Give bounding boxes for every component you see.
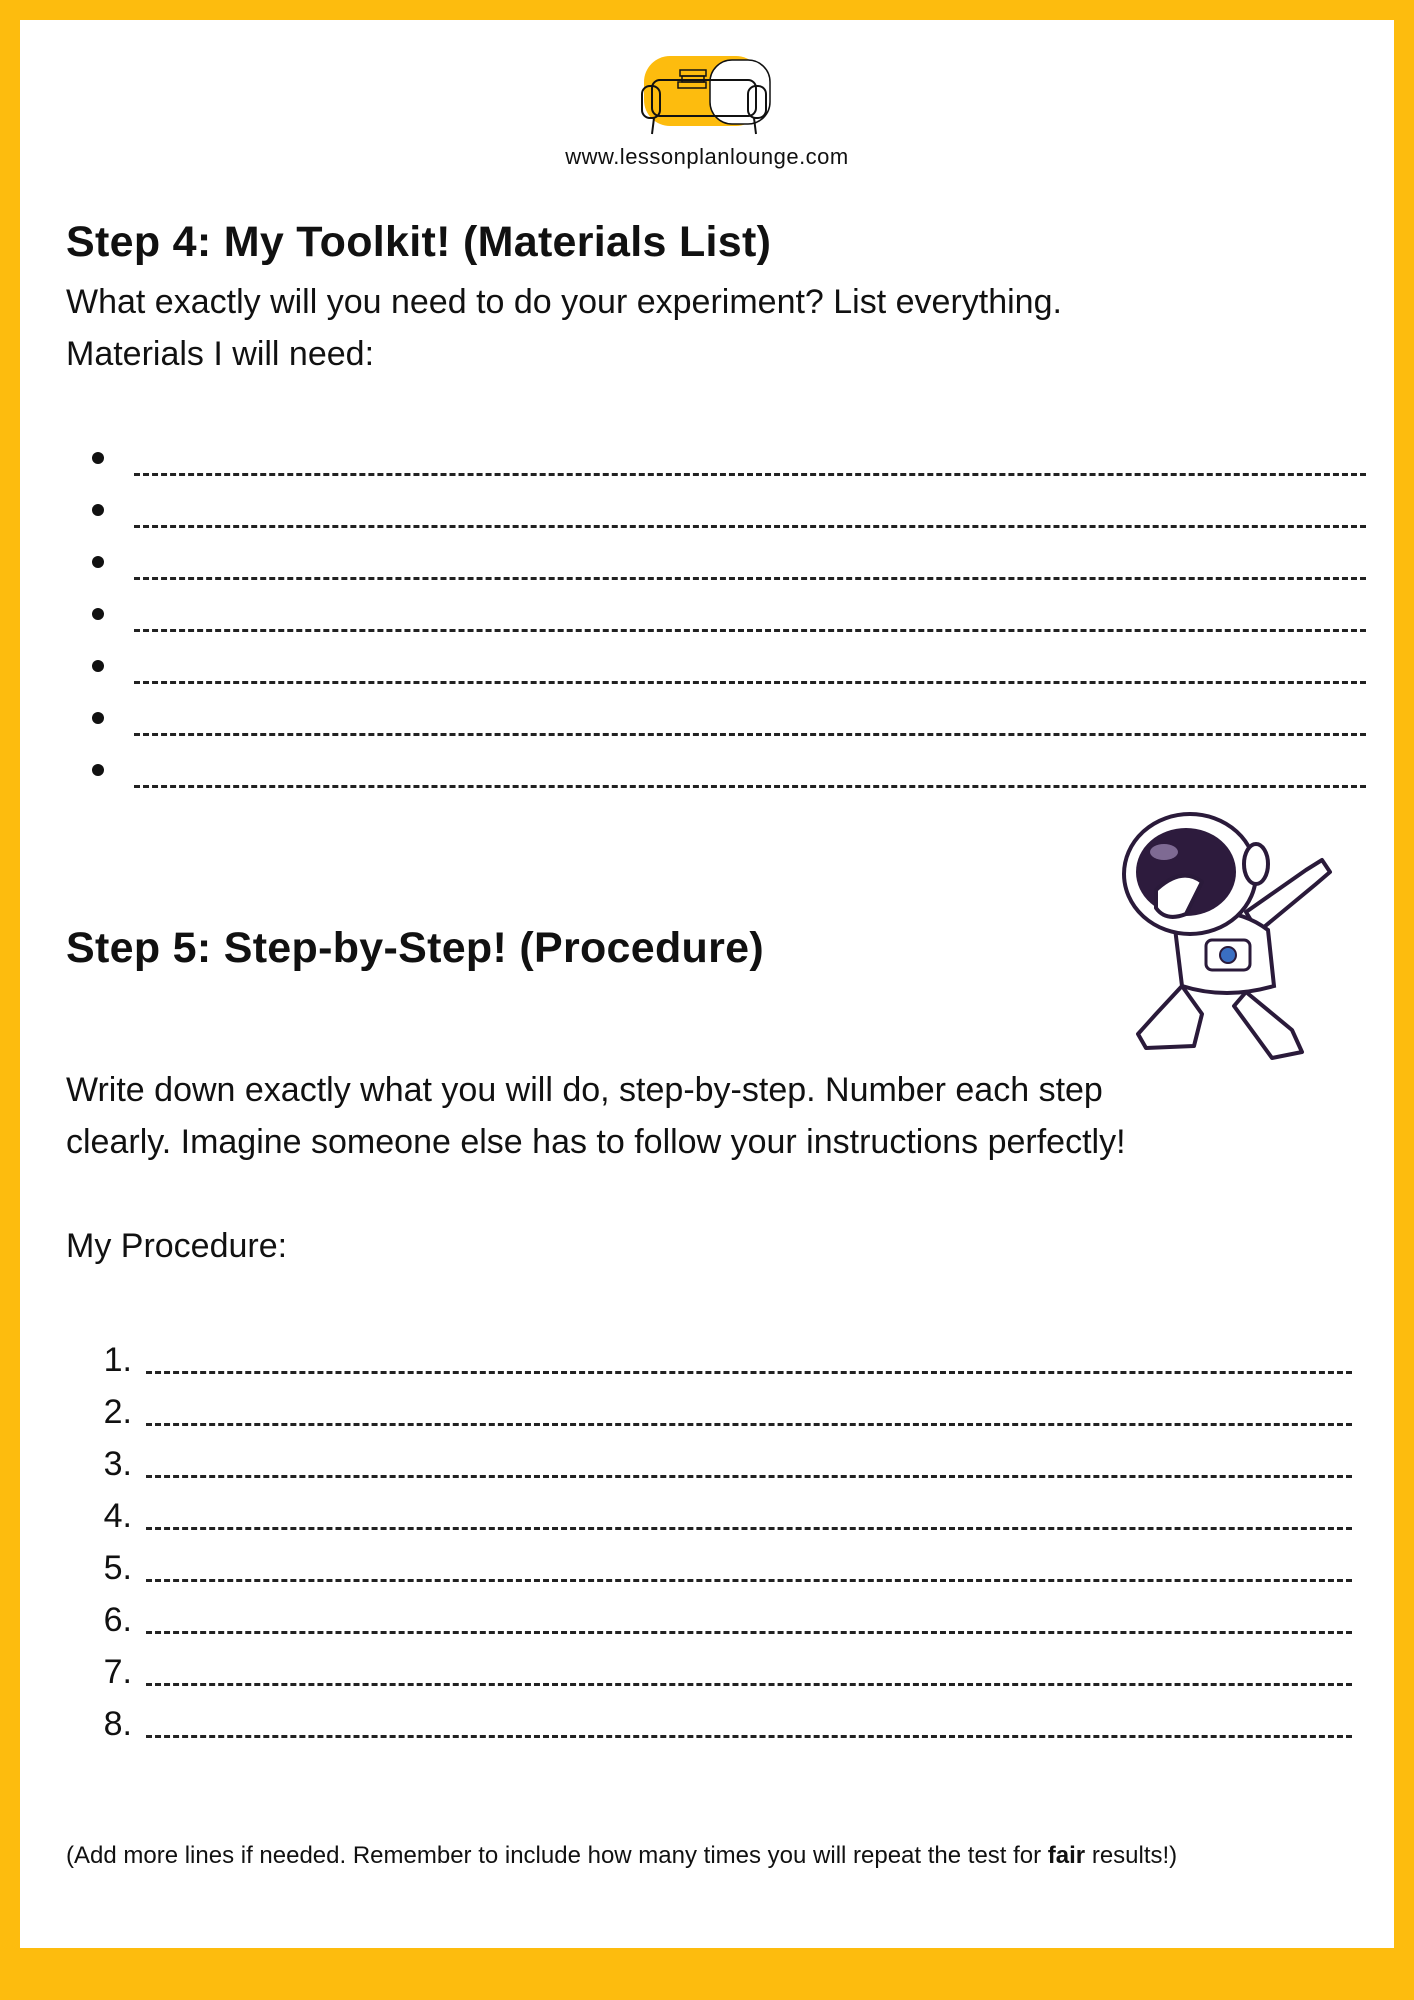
bullet-icon [92,712,104,724]
step-number: 7. [103,1653,132,1691]
dabbing-astronaut-illustration [1116,800,1346,1070]
step-number: 3. [103,1445,132,1483]
write-in-line[interactable] [146,1571,1352,1582]
site-header [20,50,1394,170]
step-number: 4. [103,1497,132,1535]
write-in-line[interactable] [146,1363,1352,1374]
step-number: 5. [103,1549,132,1587]
step-number: 2. [103,1393,132,1431]
step4-instructions [66,276,1062,380]
bullet-icon [92,504,104,516]
footnote-end: results!) [1085,1842,1178,1869]
write-in-line[interactable] [134,777,1366,788]
sofa-logo-icon [632,50,782,140]
procedure-list [80,1328,1352,1744]
materials-blank-item [92,482,1366,534]
procedure-blank-item [80,1432,1352,1484]
procedure-blank-item [80,1588,1352,1640]
step5-heading: Step 5: Step-by-Step! (Procedure) [66,924,764,972]
write-in-line[interactable] [146,1675,1352,1686]
materials-blank-item [92,430,1366,482]
procedure-blank-item [80,1328,1352,1380]
footnote [66,1842,1177,1870]
step5-intro-line1: Write down exactly what you will do, step-by-step. Number each step [66,1071,1103,1109]
bullet-icon [92,764,104,776]
footnote-emphasis: fair [1047,1842,1086,1869]
write-in-line[interactable] [146,1519,1352,1530]
procedure-blank-item [80,1484,1352,1536]
materials-blank-item [92,586,1366,638]
step-number: 6. [103,1601,132,1639]
write-in-line[interactable] [146,1415,1352,1426]
write-in-line[interactable] [134,465,1366,476]
procedure-blank-item [80,1692,1352,1744]
step-number: 8. [103,1705,132,1743]
write-in-line[interactable] [134,517,1366,528]
worksheet-page [20,20,1394,1948]
procedure-blank-item [80,1640,1352,1692]
bullet-icon [92,660,104,672]
footnote-text: (Add more lines if needed. Remember to include how many times you will repeat the test for [66,1842,1048,1869]
procedure-blank-item [80,1536,1352,1588]
bullet-icon [92,452,104,464]
step4-heading: Step 4: My Toolkit! (Materials List) [66,218,772,266]
step4-intro-line1: What exactly will you need to do your experiment? List everything. [66,283,1062,321]
site-url: www.lessonplanlounge.com [565,144,849,169]
bullet-icon [92,556,104,568]
step5-instructions [66,1064,1126,1168]
materials-blank-item [92,534,1366,586]
write-in-line[interactable] [146,1467,1352,1478]
procedure-blank-item [80,1380,1352,1432]
write-in-line[interactable] [146,1727,1352,1738]
materials-label: Materials I will need: [66,335,375,373]
materials-list [92,430,1366,794]
procedure-label: My Procedure: [66,1227,288,1265]
bullet-icon [92,608,104,620]
write-in-line[interactable] [134,673,1366,684]
write-in-line[interactable] [146,1623,1352,1634]
materials-blank-item [92,690,1366,742]
materials-blank-item [92,742,1366,794]
materials-blank-item [92,638,1366,690]
step5-intro-line2: clearly. Imagine someone else has to follow your instructions perfectly! [66,1123,1126,1161]
write-in-line[interactable] [134,621,1366,632]
write-in-line[interactable] [134,725,1366,736]
step-number: 1. [103,1341,132,1379]
write-in-line[interactable] [134,569,1366,580]
